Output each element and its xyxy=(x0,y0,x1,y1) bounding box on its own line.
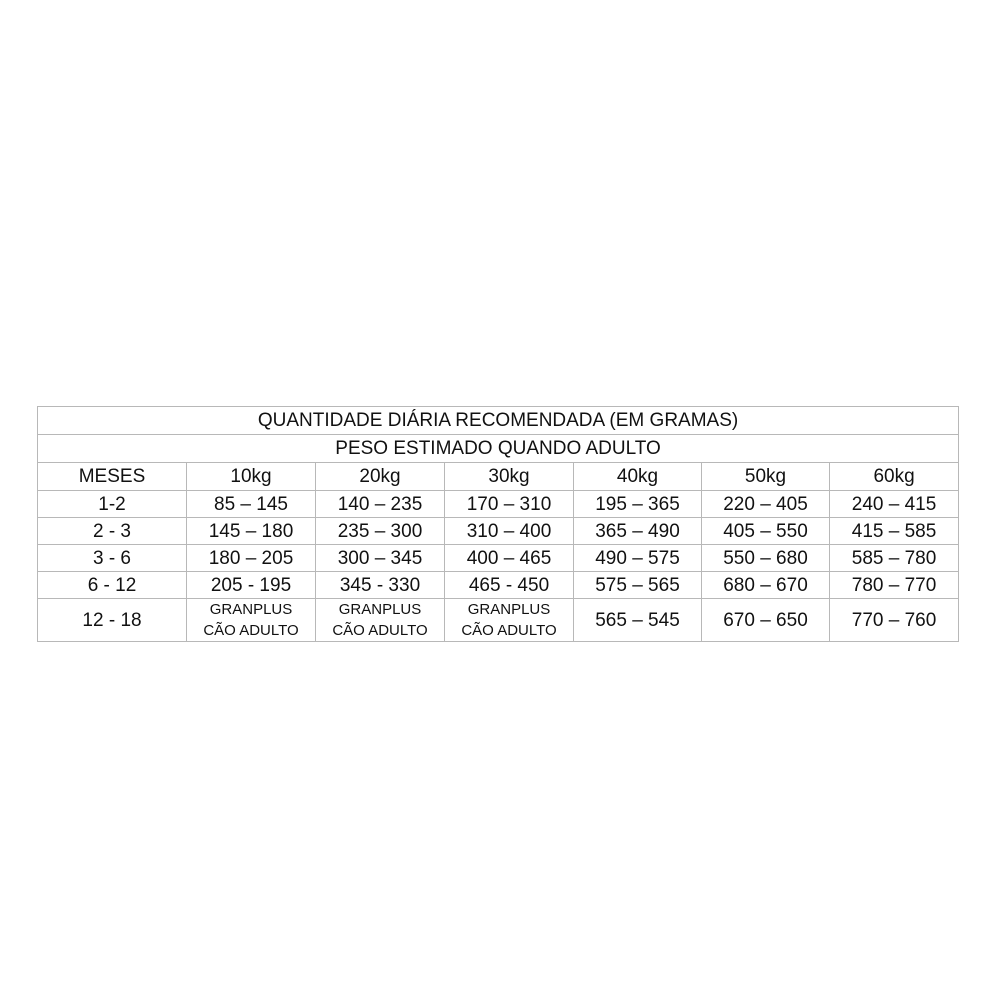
table-cell: 550 – 680 xyxy=(702,545,830,572)
row-months-cell: 1-2 xyxy=(38,491,187,518)
table-cell: 405 – 550 xyxy=(702,518,830,545)
adult-food-line1: GRANPLUS xyxy=(209,601,293,618)
table-cell: 300 – 345 xyxy=(316,545,445,572)
table-cell: 575 – 565 xyxy=(574,572,702,599)
table-cell: 585 – 780 xyxy=(830,545,959,572)
subtitle-row xyxy=(38,435,959,463)
table-cell: 85 – 145 xyxy=(187,491,316,518)
column-header-50kg: 50kg xyxy=(702,463,830,491)
table-cell: 170 – 310 xyxy=(445,491,574,518)
table-row xyxy=(38,599,959,642)
column-header-60kg: 60kg xyxy=(830,463,959,491)
table-cell: 195 – 365 xyxy=(574,491,702,518)
adult-food-line1: GRANPLUS xyxy=(467,601,551,618)
column-header-10kg: 10kg xyxy=(187,463,316,491)
adult-food-cell xyxy=(316,599,445,642)
table-cell: 565 – 545 xyxy=(574,599,702,642)
column-header-30kg: 30kg xyxy=(445,463,574,491)
row-months-cell: 2 - 3 xyxy=(38,518,187,545)
row-months-cell: 6 - 12 xyxy=(38,572,187,599)
column-header-20kg: 20kg xyxy=(316,463,445,491)
table-cell: 780 – 770 xyxy=(830,572,959,599)
title-row xyxy=(38,407,959,435)
table-cell: 310 – 400 xyxy=(445,518,574,545)
table-cell: 235 – 300 xyxy=(316,518,445,545)
feeding-table xyxy=(37,406,959,642)
table-row xyxy=(38,545,959,572)
column-header-months: MESES xyxy=(38,463,187,491)
table-title: QUANTIDADE DIÁRIA RECOMENDADA (EM GRAMAS) xyxy=(38,407,959,435)
table-cell: 220 – 405 xyxy=(702,491,830,518)
row-months-cell: 3 - 6 xyxy=(38,545,187,572)
table-cell: 180 – 205 xyxy=(187,545,316,572)
table-cell: 400 – 465 xyxy=(445,545,574,572)
table-cell: 145 – 180 xyxy=(187,518,316,545)
table-cell: 770 – 760 xyxy=(830,599,959,642)
column-header-row xyxy=(38,463,959,491)
column-header-40kg: 40kg xyxy=(574,463,702,491)
adult-food-line2: CÃO ADULTO xyxy=(203,622,299,639)
table-cell: 205 - 195 xyxy=(187,572,316,599)
table-cell: 240 – 415 xyxy=(830,491,959,518)
row-months-cell: 12 - 18 xyxy=(38,599,187,642)
table-row xyxy=(38,572,959,599)
table-cell: 415 – 585 xyxy=(830,518,959,545)
table-row xyxy=(38,491,959,518)
table-subtitle: PESO ESTIMADO QUANDO ADULTO xyxy=(38,435,959,463)
table-cell: 465 - 450 xyxy=(445,572,574,599)
adult-food-line2: CÃO ADULTO xyxy=(461,622,557,639)
adult-food-line1: GRANPLUS xyxy=(338,601,422,618)
table-cell: 345 - 330 xyxy=(316,572,445,599)
adult-food-cell xyxy=(445,599,574,642)
adult-food-cell xyxy=(187,599,316,642)
table-cell: 670 – 650 xyxy=(702,599,830,642)
table-cell: 680 – 670 xyxy=(702,572,830,599)
table-cell: 140 – 235 xyxy=(316,491,445,518)
table-cell: 365 – 490 xyxy=(574,518,702,545)
table-cell: 490 – 575 xyxy=(574,545,702,572)
table-row xyxy=(38,518,959,545)
adult-food-line2: CÃO ADULTO xyxy=(332,622,428,639)
